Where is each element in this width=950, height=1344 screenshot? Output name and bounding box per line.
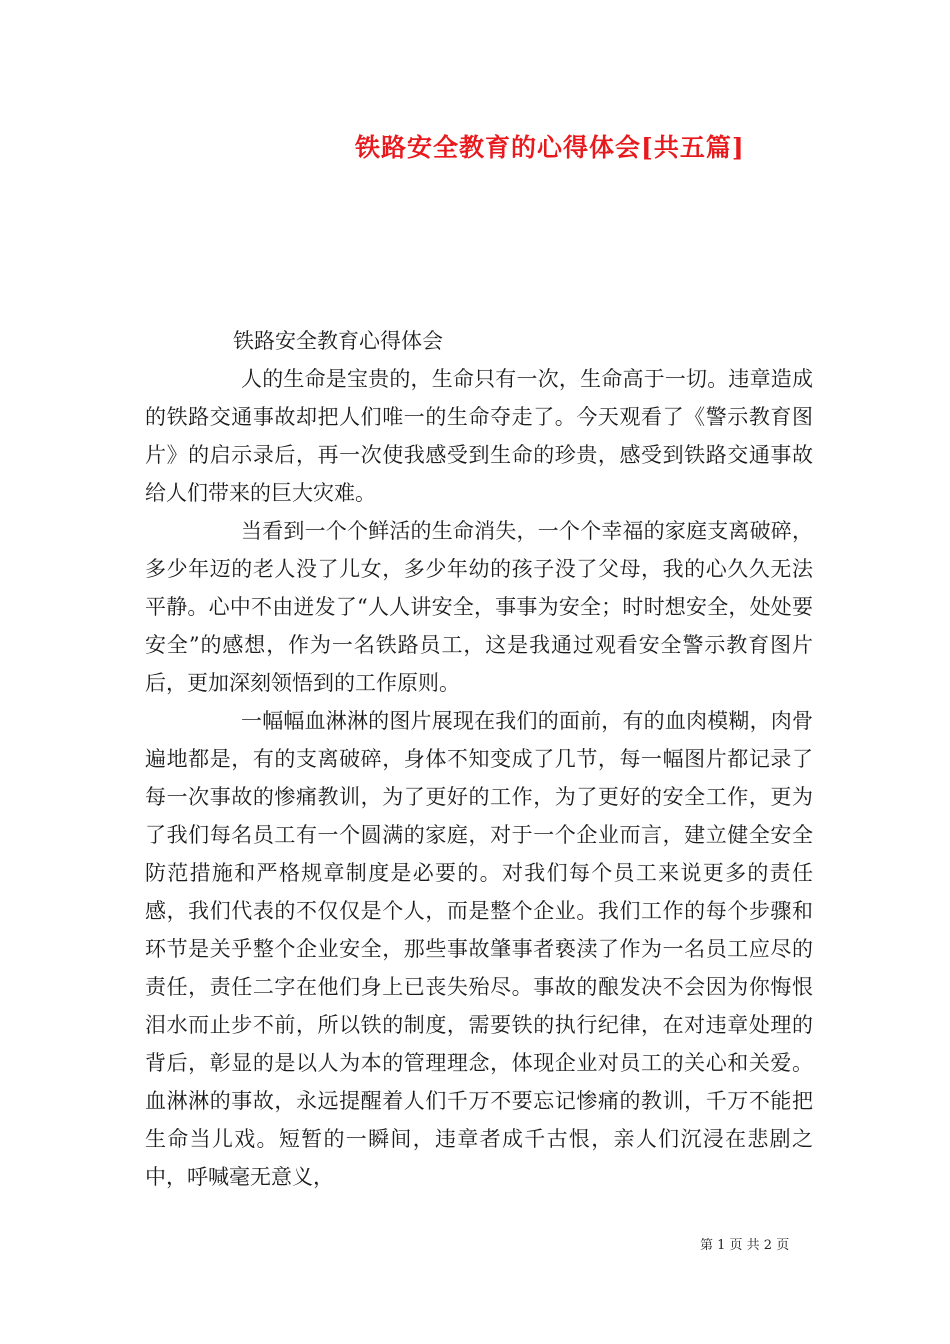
paragraph-1: 人的生命是宝贵的，生命只有一次，生命高于一切。违章造成的铁路交通事故却把人们唯一的生命夺走了。今天观看了《警示教育图片》的启示录后，再一次使我感受到生命的珍贵，感受到铁路交通事故给人们带来的巨大灾难。 (145, 367, 813, 505)
document-body (145, 360, 813, 1196)
paragraph-3: 一幅幅血淋淋的图片展现在我们的面前，有的血肉模糊，肉骨遍地都是，有的支离破碎，身体不知变成了几节，每一幅图片都记录了每一次事故的惨痛教训，为了更好的工作，为了更好的安全工作，更为了我们每名员工有一个圆满的家庭，对于一个企业而言，建立健全安全防范措施和严格规章制度是必要的。对我们每个员工来说更多的责任感，我们代表的不仅仅是个人，而是整个企业。我们工作的每个步骤和环节是关乎整个企业安全，那些事故肇事者亵渎了作为一名员工应尽的责任，责任二字在他们身上已丧失殆尽。事故的酿发决不会因为你悔恨泪水而止步不前，所以铁的制度，需要铁的执行纪律，在对违章处理的背后，彰显的是以人为本的管理理念，体现企业对员工的关心和关爱。血淋淋的事故，永远提醒着人们千万不要忘记惨痛的教训，千万不能把生命当儿戏。短暂的一瞬间，违章者成千古恨，亲人们沉浸在悲剧之中，呼喊毫无意义， (145, 709, 813, 1189)
paragraph-2: 当看到一个个鲜活的生命消失，一个个幸福的家庭支离破碎，多少年迈的老人没了儿女，多少年幼的孩子没了父母，我的心久久无法平静。心中不由迸发了“人人讲安全，事事为安全；时时想安全，处处要安全”的感想，作为一名铁路员工，这是我通过观看安全警示教育图片后，更加深刻领悟到的工作原则。 (145, 519, 813, 695)
page-number-footer: 第 1 页 共 2 页 (700, 1238, 790, 1253)
section-heading: 铁路安全教育心得体会 (233, 329, 443, 353)
document-title: 铁路安全教育的心得体会[共五篇] (355, 133, 745, 162)
